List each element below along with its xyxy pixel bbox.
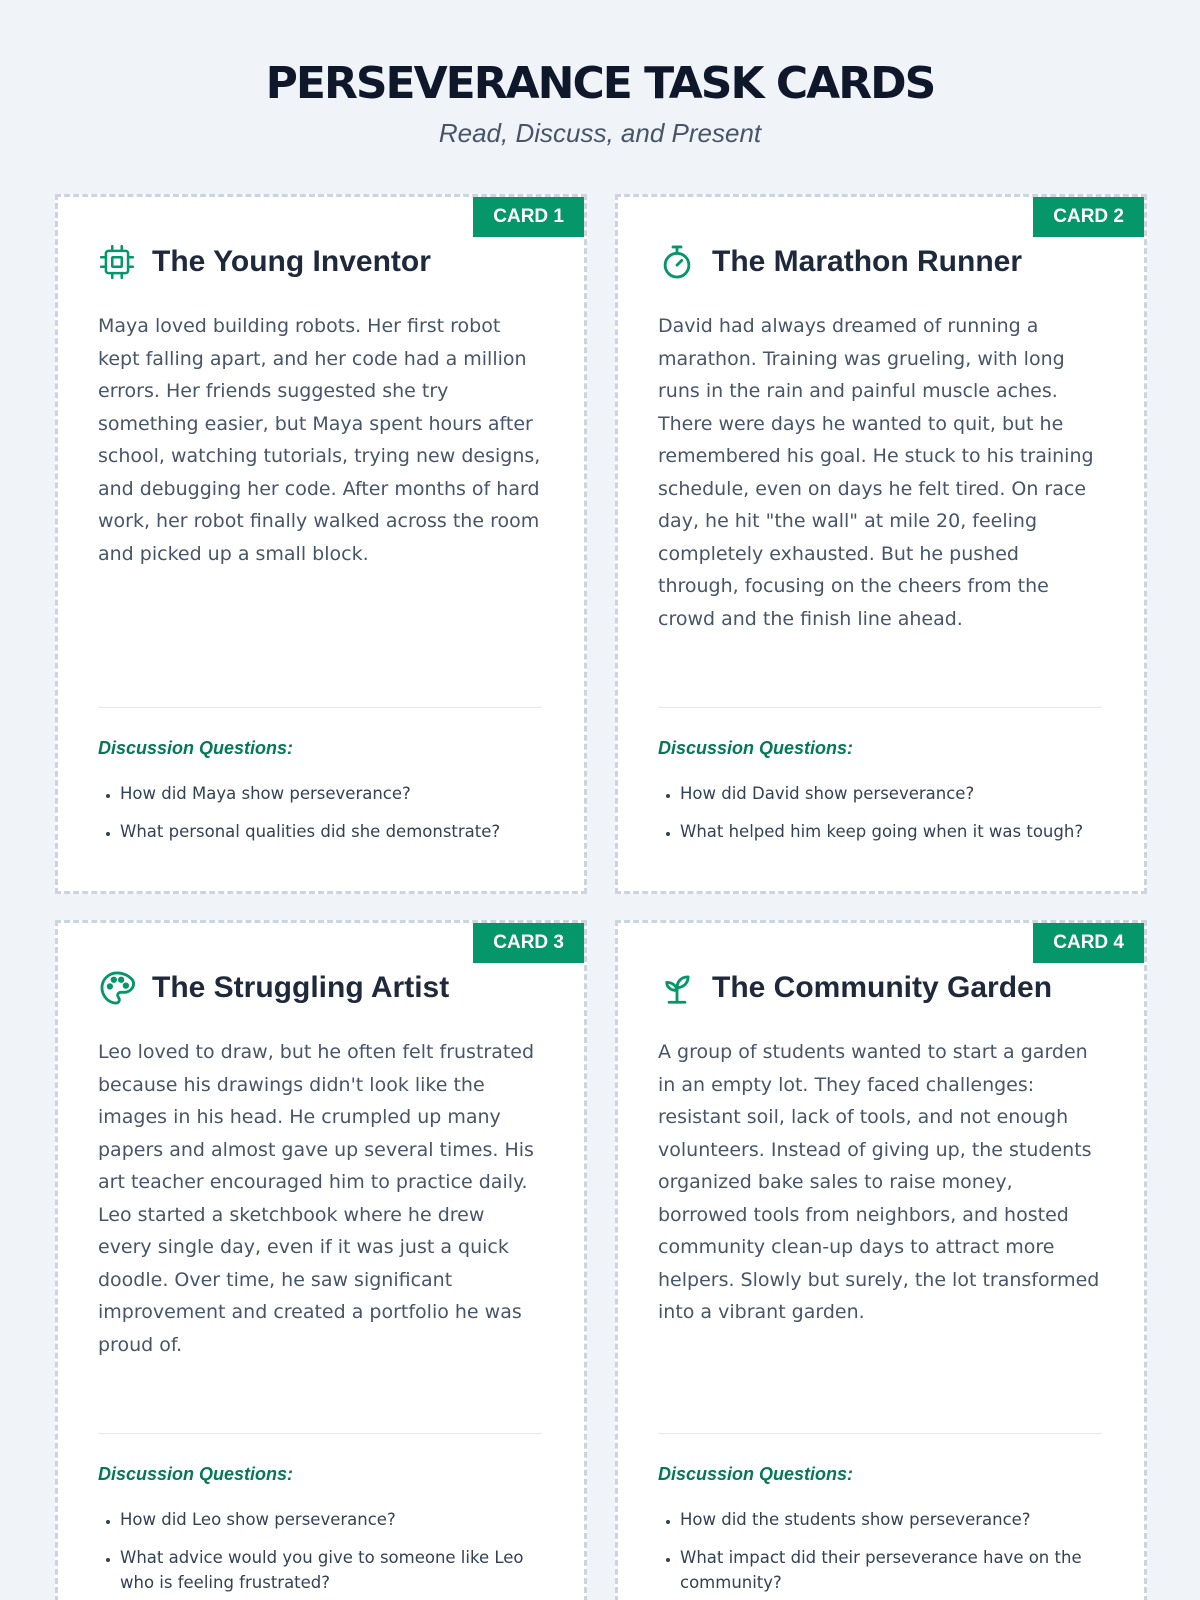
card-title: The Struggling Artist: [152, 971, 450, 1004]
question-list: [658, 1507, 1102, 1595]
card-content: [58, 923, 584, 1361]
card-number-badge: CARD 3: [473, 923, 584, 963]
page-subtitle: Read, Discuss, and Present: [438, 118, 762, 148]
card-title: The Young Inventor: [152, 245, 431, 278]
card-content: [618, 197, 1144, 635]
card-number-badge: CARD 1: [473, 197, 584, 237]
discussion-heading: Discussion Questions:: [658, 1464, 854, 1484]
card-number-badge: CARD 4: [1033, 923, 1144, 963]
sprout-icon: [658, 968, 698, 1008]
card-content: [618, 923, 1144, 1329]
card-header: [98, 244, 542, 280]
page-title: PERSEVERANCE TASK CARDS: [265, 58, 935, 109]
palette-icon: [98, 968, 138, 1008]
stopwatch-icon: [658, 242, 698, 282]
discussion-section: [658, 1433, 1102, 1600]
question-item: • How did Maya show perseverance?: [120, 781, 542, 806]
question-item: • How did David show perseverance?: [680, 781, 1102, 806]
cards-grid: [55, 194, 1147, 1600]
discussion-heading: Discussion Questions:: [98, 738, 294, 758]
card-title: The Community Garden: [712, 971, 1053, 1004]
question-item: • How did Leo show perseverance?: [120, 1507, 542, 1532]
task-card-4: [615, 920, 1147, 1600]
card-story: Maya loved building robots. Her first robot kept falling apart, and her code had a million errors. Her friends suggested she try something easier, but Maya spent hours after school, watching tutorials, trying new designs, and debugging her code. After months of hard work, her robot finally walked across the room and picked up a small block.: [98, 315, 541, 565]
card-number-badge: CARD 2: [1033, 197, 1144, 237]
card-story: A group of students wanted to start a garden in an empty lot. They faced challenges: resistant soil, lack of tools, and not enough volunteers. Instead of giving up, the students organized bake sales to raise money, borrowed tools from neighbors, and hosted community clean-up days to attract more helpers. Slowly but surely, the lot transformed into a vibrant garden.: [658, 1041, 1100, 1323]
card-content: [58, 197, 584, 570]
page-header: [0, 0, 1200, 148]
card-header: [98, 970, 542, 1006]
question-item: • What advice would you give to someone like Leo who is feeling frustrated?: [120, 1545, 542, 1595]
task-card-3: [55, 920, 587, 1600]
question-list: [658, 781, 1102, 844]
question-item: • What impact did their perseverance have on the community?: [680, 1545, 1102, 1595]
question-item: • How did the students show perseverance?: [680, 1507, 1102, 1532]
task-card-1: [55, 194, 587, 894]
card-header: [658, 244, 1102, 280]
card-title: The Marathon Runner: [712, 245, 1023, 278]
card-story: Leo loved to draw, but he often felt frustrated because his drawings didn't look like the images in his head. He crumpled up many papers and almost gave up several times. His art teacher encouraged him to practice daily. Leo started a sketchbook where he drew every single day, even if it was just a quick doodle. Over time, he saw significant improvement and created a portfolio he was proud of.: [98, 1041, 535, 1356]
card-header: [658, 970, 1102, 1006]
discussion-section: [98, 1433, 542, 1600]
discussion-heading: Discussion Questions:: [658, 738, 854, 758]
card-story: David had always dreamed of running a marathon. Training was grueling, with long runs in the rain and painful muscle aches. There were days he wanted to quit, but he remembered his goal. He stuck to his training schedule, even on days he felt tired. On race day, he hit "the wall" at mile 20, feeling completely exhausted. But he pushed through, focusing on the cheers from the crowd and the finish line ahead.: [658, 315, 1094, 630]
question-list: [98, 781, 542, 844]
question-item: • What helped him keep going when it was tough?: [680, 819, 1102, 844]
discussion-section: [658, 707, 1102, 857]
question-item: • What personal qualities did she demonstrate?: [120, 819, 542, 844]
discussion-section: [98, 707, 542, 857]
chip-icon: [98, 242, 138, 282]
task-card-2: [615, 194, 1147, 894]
discussion-heading: Discussion Questions:: [98, 1464, 294, 1484]
question-list: [98, 1507, 542, 1595]
